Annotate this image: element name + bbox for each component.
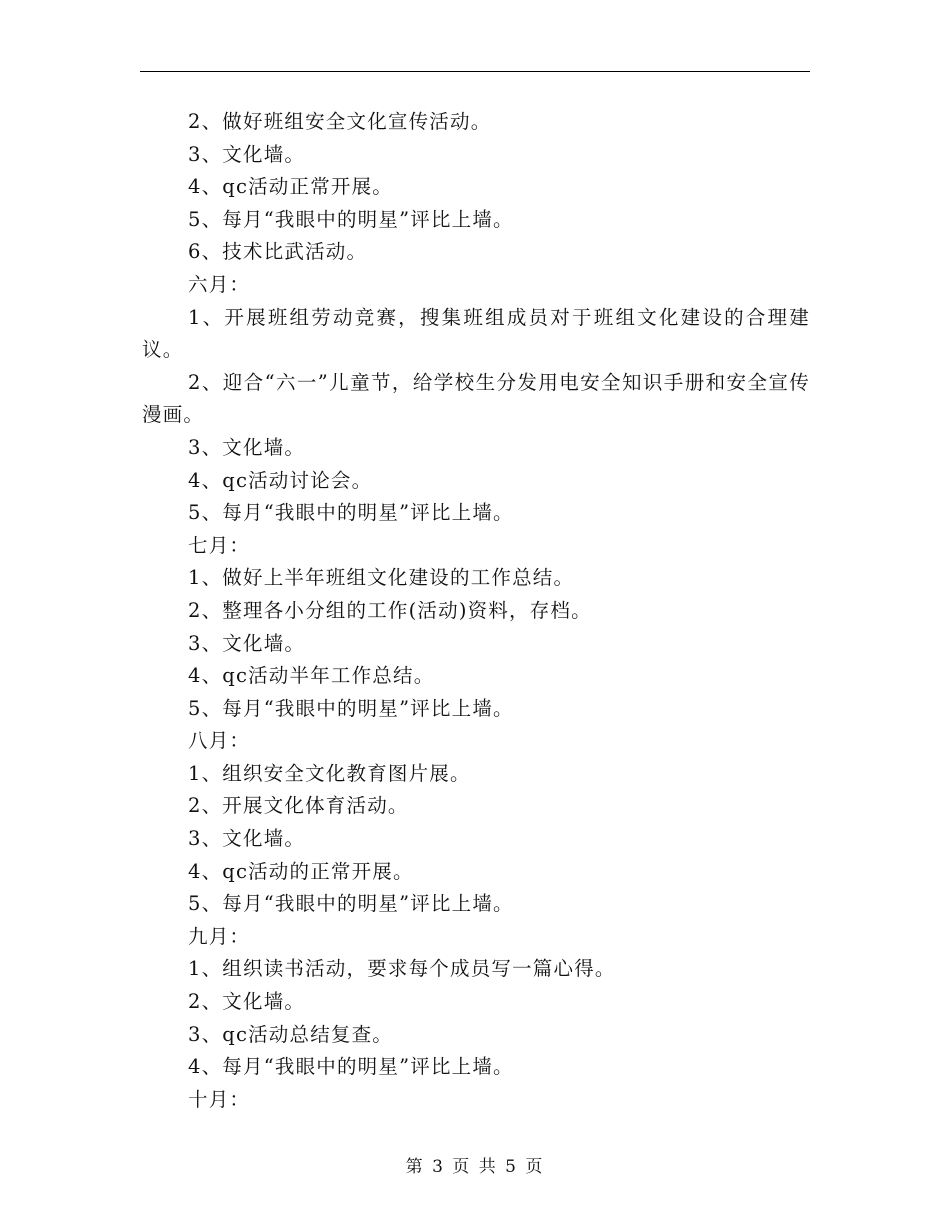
text-paragraph: 2、迎合“六一”儿童节，给学校生分发用电安全知识手册和安全宣传漫画。 bbox=[142, 370, 810, 427]
header-rule bbox=[140, 71, 810, 72]
month-heading-june: 六月： bbox=[188, 272, 251, 296]
month-heading-august: 八月： bbox=[188, 729, 251, 753]
text-line: 6、技术比武活动。 bbox=[188, 240, 368, 264]
text-line: 4、qc活动讨论会。 bbox=[188, 468, 373, 492]
text-line: 3、qc活动总结复查。 bbox=[188, 1022, 394, 1046]
text-line: 4、qc活动正常开展。 bbox=[188, 175, 394, 199]
month-heading-september: 九月： bbox=[188, 924, 251, 948]
text-line: 3、文化墙。 bbox=[188, 827, 306, 851]
text-line: 5、每月“我眼中的明星”评比上墙。 bbox=[188, 501, 514, 525]
text-line: 5、每月“我眼中的明星”评比上墙。 bbox=[188, 207, 514, 231]
text-line: 2、文化墙。 bbox=[188, 990, 306, 1014]
text-line: 2、整理各小分组的工作(活动)资料，存档。 bbox=[188, 598, 592, 622]
text-line: 1、组织读书活动，要求每个成员写一篇心得。 bbox=[188, 957, 616, 981]
text-line: 2、做好班组安全文化宣传活动。 bbox=[188, 110, 492, 133]
text-line: 3、文化墙。 bbox=[188, 631, 306, 655]
text-line: 4、qc活动的正常开展。 bbox=[188, 859, 414, 883]
page-number-footer: 第 3 页 共 5 页 bbox=[405, 1157, 545, 1177]
text-line: 1、做好上半年班组文化建设的工作总结。 bbox=[188, 566, 575, 590]
text-line: 3、文化墙。 bbox=[188, 435, 306, 459]
text-paragraph: 1、开展班组劳动竞赛，搜集班组成员对于班组文化建设的合理建议。 bbox=[142, 305, 810, 362]
text-line: 5、每月“我眼中的明星”评比上墙。 bbox=[188, 696, 514, 720]
text-line: 1、组织安全文化教育图片展。 bbox=[188, 761, 471, 785]
month-heading-october: 十月： bbox=[188, 1087, 251, 1111]
month-heading-july: 七月： bbox=[188, 533, 251, 557]
document-body bbox=[142, 106, 810, 1116]
text-line: 4、每月“我眼中的明星”评比上墙。 bbox=[188, 1055, 514, 1079]
text-line: 3、文化墙。 bbox=[188, 142, 306, 166]
text-line: 4、qc活动半年工作总结。 bbox=[188, 664, 435, 688]
text-line: 2、开展文化体育活动。 bbox=[188, 794, 409, 818]
text-line: 5、每月“我眼中的明星”评比上墙。 bbox=[188, 892, 514, 916]
